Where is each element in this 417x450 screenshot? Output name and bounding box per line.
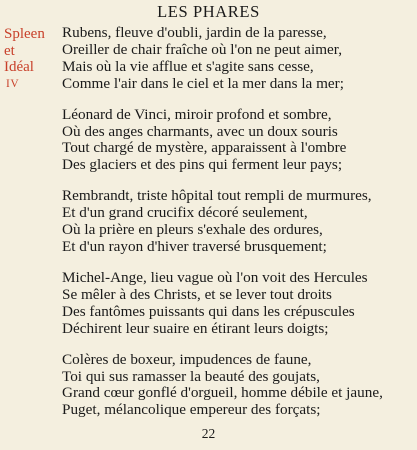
page-title: LES PHARES (157, 2, 260, 21)
verse-line: Toi qui sus ramasser la beauté des goujats, (62, 367, 320, 385)
stanza (62, 352, 414, 419)
page-number: 22 (201, 426, 216, 441)
stanza (62, 270, 414, 337)
verse-line: Déchirent leur suaire en étirant leurs doigts; (62, 319, 329, 337)
verse-line: Où la prière en pleurs s'exhale des ordures, (62, 221, 323, 239)
stanza (62, 25, 414, 92)
margin-note-line: Spleen (4, 26, 45, 42)
verse-line: Rembrandt, triste hôpital tout rempli de murmures, (62, 187, 372, 205)
verse-line: Mais où la vie afflue et s'agite sans cesse, (62, 57, 314, 75)
stanza (62, 188, 414, 255)
verse-line: Oreiller de chair fraîche où l'on ne peut aimer, (62, 40, 343, 58)
verse-line: Comme l'air dans le ciel et la mer dans la mer; (62, 74, 344, 92)
verse-line: Des fantômes puissants qui dans les crépuscules (62, 302, 355, 320)
margin-note-line: et (4, 42, 15, 59)
stanza (62, 107, 414, 174)
verse-line: Michel-Ange, lieu vague où l'on voit des Hercules (62, 269, 368, 287)
section-margin-note (4, 26, 45, 92)
verse-line: Des glaciers et des pins qui ferment leur pays; (62, 156, 343, 174)
verse-line: Grand cœur gonflé d'orgueil, homme débile et jaune, (62, 384, 383, 402)
verse-line: Tout chargé de mystère, apparaissent à l'ombre (62, 139, 347, 157)
verse-line: Léonard de Vinci, miroir profond et sombre, (62, 105, 332, 123)
poem-number: IV (6, 77, 20, 90)
verse-line: Colères de boxeur, impudences de faune, (62, 350, 312, 368)
verse-line: Où des anges charmants, avec un doux souris (62, 122, 338, 140)
margin-note-line: Idéal (4, 59, 34, 75)
verse-line: Puget, mélancolique empereur des forçats; (62, 401, 321, 419)
verse-line: Et d'un grand crucifix décoré seulement, (62, 204, 308, 222)
verse-line: Rubens, fleuve d'oubli, jardin de la paresse, (62, 24, 327, 41)
poem-body (62, 25, 414, 433)
verse-line: Et d'un rayon d'hiver traversé brusquement; (62, 237, 327, 255)
verse-line: Se mêler à des Christs, et se lever tout droits (62, 285, 332, 303)
